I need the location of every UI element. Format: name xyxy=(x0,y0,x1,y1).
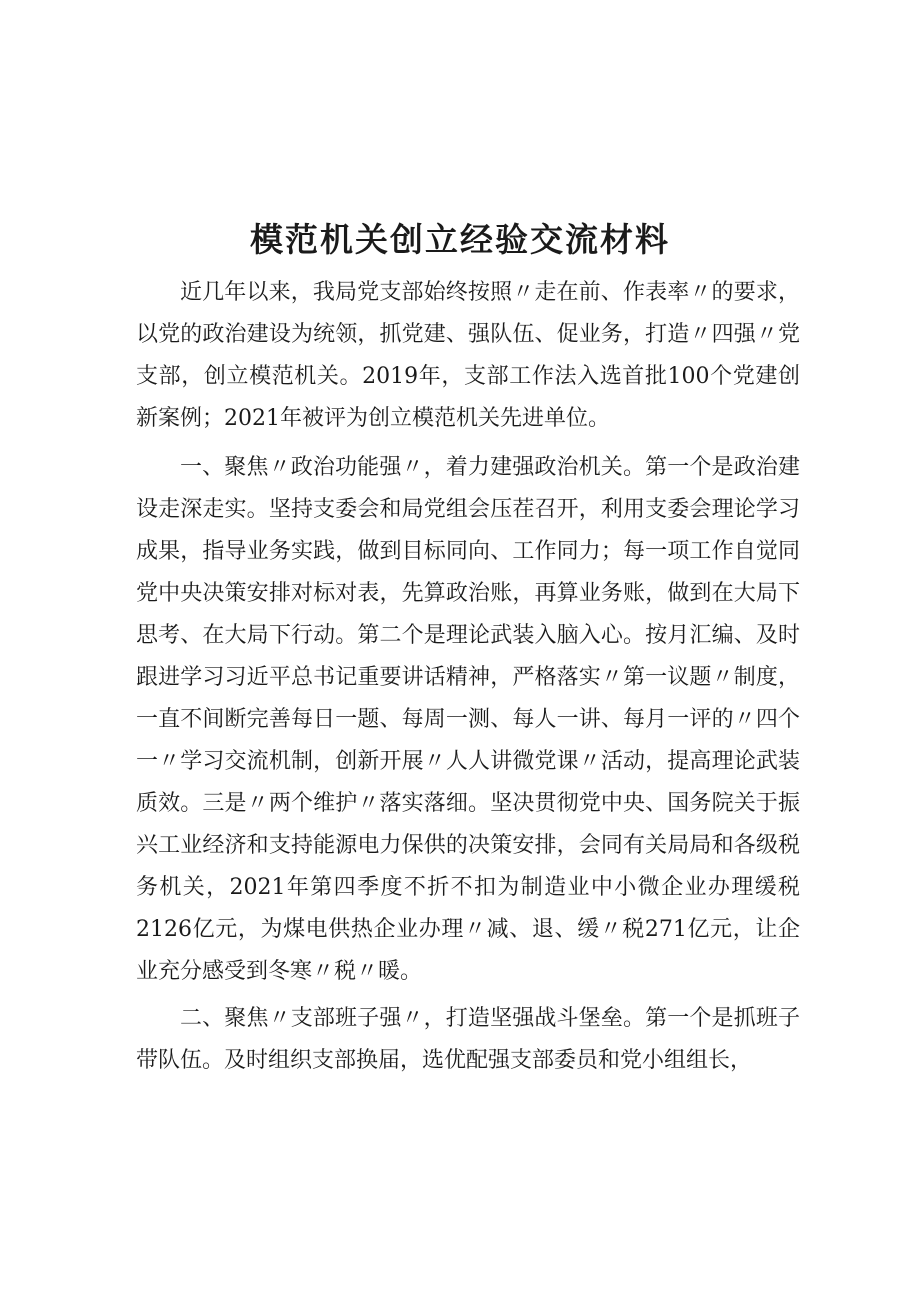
paragraph-section-one: 一、聚焦〃政治功能强〃，着力建强政治机关。第一个是政治建设走深走实。坚持支委会和局党组会压茬召开，利用支委会理论学习成果，指导业务实践，做到目标同向、工作同力；每一项工作自觉同党中央决策安排对标对表，先算政治账，再算业务账，做到在大局下思考、在大局下行动。第二个是理论武装入脑入心。按月汇编、及时跟进学习习近平总书记重要讲话精神，严格落实〃第一议题〃制度，一直不间断完善每日一题、每周一测、每人一讲、每月一评的〃四个一〃学习交流机制，创新开展〃人人讲微党课〃活动，提高理论武装质效。三是〃两个维护〃落实落细。坚决贯彻党中央、国务院关于振兴工业经济和支持能源电力保供的决策安排，会同有关局局和各级税务机关，2021年第四季度不折不扣为制造业中小微企业办理缓税2126亿元，为煤电供热企业办理〃减、退、缓〃税271亿元，让企业充分感受到冬寒〃税〃暖。 xyxy=(136,455,800,984)
document-title: 模范机关创立经验交流材料 xyxy=(250,220,670,259)
paragraph-intro: 近几年以来，我局党支部始终按照〃走在前、作表率〃的要求，以党的政治建设为统领，抓党建、强队伍、促业务，打造〃四强〃党支部，创立模范机关。2019年，支部工作法入选首批100个党建创新案例；2021年被评为创立模范机关先进单位。 xyxy=(136,280,800,431)
paragraph-section-two: 二、聚焦〃支部班子强〃，打造坚强战斗堡垒。第一个是抓班子带队伍。及时组织支部换届，选优配强支部委员和党小组组长， xyxy=(136,1006,800,1073)
